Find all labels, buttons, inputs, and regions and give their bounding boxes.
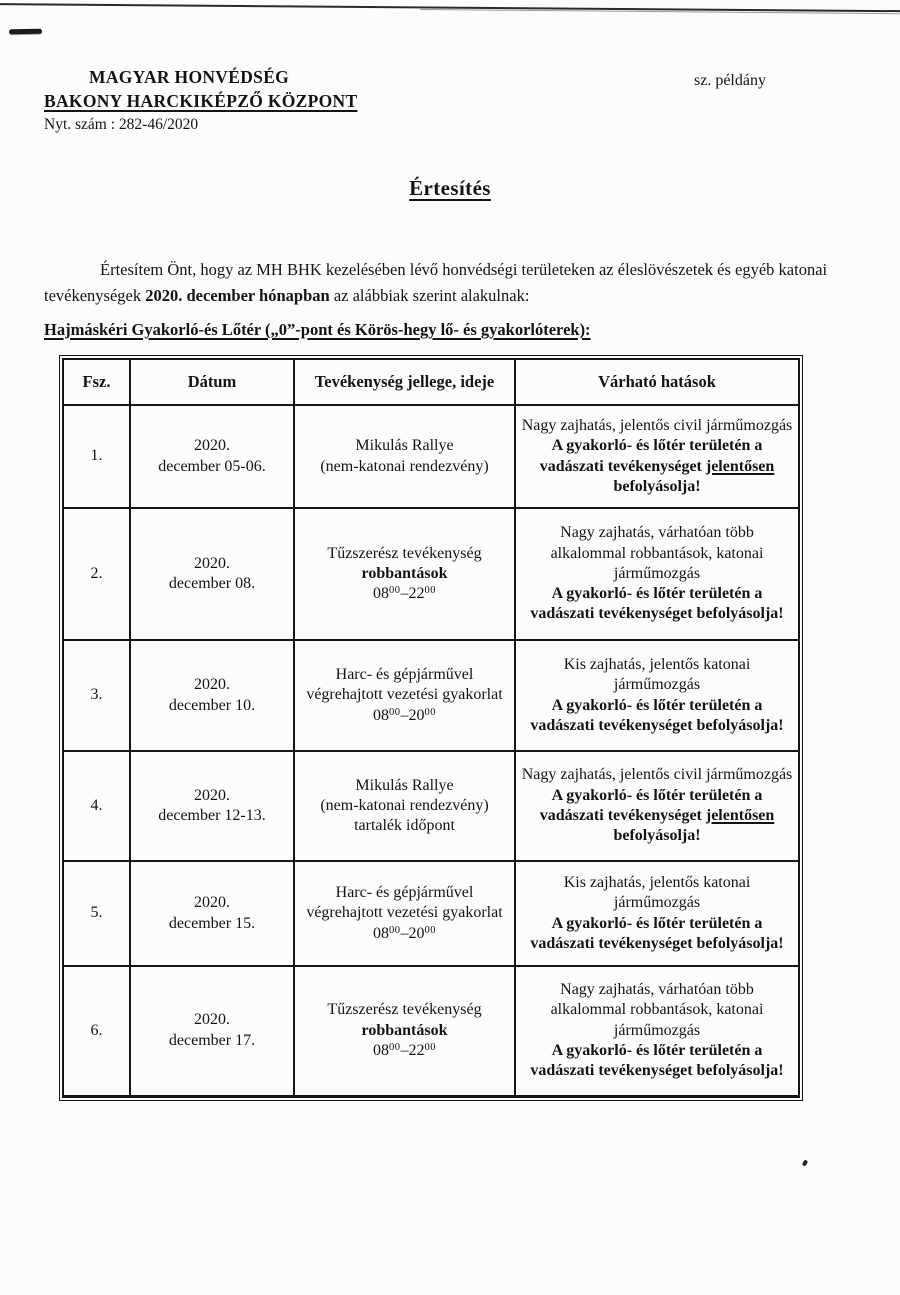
cell-line — [521, 980, 793, 1041]
cell-text-segment: (nem-katonai rendezvény) — [320, 457, 489, 475]
cell-text-segment: Nagy zajhatás, várhatóan több alkalommal robbantások, katonai járműmozgás — [550, 524, 764, 582]
cell-text-segment: 08 — [373, 585, 389, 603]
row-number-cell: 3. — [63, 640, 130, 751]
scan-artifact-staple-mark — [9, 29, 42, 35]
cell-text-segment: december 10. — [168, 696, 256, 714]
cell-line — [136, 914, 288, 934]
activity-cell — [294, 751, 515, 861]
cell-text-segment: A gyakorló- és lőtér területén a vadászati tevékenységet — [539, 437, 763, 475]
scan-artifact-top-line — [0, 3, 900, 12]
intro-text-bold-month: 2020. december hónapban — [145, 285, 330, 305]
intro-text-start: Értesítem Önt, hogy az MH BHK kezelésében lévő honvédségi területeken az éleslövészetek és egyéb katonai tevékenységek — [44, 259, 828, 305]
cell-text-segment: Kis zajhatás, jelentős katonai járműmozgás — [563, 655, 751, 694]
row-number-cell: 2. — [63, 508, 130, 640]
scan-artifact-ink-speck — [802, 1159, 808, 1166]
cell-text-segment: jelentősen — [705, 807, 775, 824]
activity-cell — [294, 640, 515, 751]
cell-line — [300, 457, 509, 477]
letterhead — [44, 66, 357, 136]
date-cell — [130, 751, 294, 861]
cell-text-segment: befolyásolja! — [613, 477, 701, 495]
cell-text-segment: 00 — [389, 924, 401, 936]
table-header-fsz: Fsz. — [63, 359, 130, 405]
cell-line — [300, 544, 509, 564]
cell-line — [136, 436, 288, 456]
cell-line — [521, 873, 793, 914]
cell-text-segment: A gyakorló- és lőtér területén a vadászati tevékenységet befolyásolja! — [530, 914, 784, 952]
cell-line — [300, 706, 509, 726]
cell-text-segment: 2020. — [194, 437, 230, 455]
intro-text-end: az alábbiak szerint alakulnak: — [329, 285, 530, 305]
table-body — [63, 405, 799, 1096]
cell-text-segment: Kis zajhatás, jelentős katonai járműmozgás — [563, 873, 751, 912]
date-cell — [130, 861, 294, 966]
table-header-effects: Várható hatások — [515, 359, 799, 405]
cell-text-segment: Nagy zajhatás, jelentős civil járműmozgás — [521, 416, 793, 434]
cell-line — [136, 696, 288, 716]
activity-cell — [294, 508, 515, 640]
row-number-cell: 5. — [63, 861, 130, 966]
cell-text-segment: A gyakorló- és lőtér területén a vadászati tevékenységet — [539, 786, 763, 824]
registry-number: Nyt. szám : 282-46/2020 — [44, 116, 199, 134]
row-number-cell: 6. — [63, 966, 130, 1096]
cell-line — [300, 883, 509, 924]
cell-line — [136, 893, 288, 913]
cell-text-segment: december 15. — [168, 914, 256, 932]
date-cell — [130, 508, 294, 640]
effects-cell — [515, 640, 799, 751]
cell-text-segment: 00 — [424, 1041, 436, 1053]
cell-line — [300, 665, 509, 706]
effects-cell — [515, 861, 799, 966]
cell-text-segment: Tűzszerész tevékenység — [327, 1001, 482, 1019]
date-cell — [130, 405, 294, 508]
cell-text-segment: december 08. — [168, 575, 256, 592]
cell-line — [300, 1000, 509, 1020]
table-row — [63, 751, 799, 861]
table-row — [63, 966, 799, 1096]
intro-paragraph — [44, 257, 838, 310]
cell-text-segment: Harc- és gépjárművel végrehajtott vezetési gyakorlat — [306, 666, 503, 704]
cell-text-segment: Mikulás Rallye — [355, 437, 454, 455]
cell-text-segment: –20 — [400, 706, 425, 724]
cell-text-segment: december 17. — [168, 1031, 256, 1049]
table-header-datum: Dátum — [130, 359, 294, 405]
cell-text-segment: 00 — [389, 706, 401, 718]
cell-text-segment: 00 — [424, 585, 436, 597]
cell-line — [521, 696, 793, 737]
cell-text-segment: –22 — [400, 1041, 425, 1059]
cell-text-segment: Nagy zajhatás, jelentős civil járműmozgás — [521, 766, 793, 784]
table-row — [63, 405, 799, 508]
cell-text-segment: A gyakorló- és lőtér területén a vadászati tevékenységet befolyásolja! — [530, 696, 784, 734]
cell-text-segment: jelentősen — [705, 457, 775, 475]
cell-line — [300, 584, 509, 604]
row-number-cell: 4. — [63, 751, 130, 861]
cell-text-segment: 2020. — [194, 676, 230, 694]
cell-text-segment: robbantások — [361, 564, 448, 582]
cell-text-segment: robbantások — [361, 1021, 448, 1039]
cell-line — [521, 584, 793, 625]
document-title-wrap — [0, 176, 900, 201]
cell-text-segment: tartalék időpont — [354, 817, 455, 835]
org-name-line2: BAKONY HARCKIKÉPZŐ KÖZPONT — [44, 90, 358, 111]
cell-line — [136, 786, 288, 806]
table-row — [63, 640, 799, 751]
cell-text-segment: A gyakorló- és lőtér területén a vadászati tevékenységet befolyásolja! — [530, 1041, 784, 1080]
cell-text-segment: 2020. — [194, 786, 230, 804]
cell-line — [521, 914, 793, 955]
table-header-row — [63, 359, 799, 405]
activities-table — [62, 358, 800, 1098]
document-title: Értesítés — [409, 176, 491, 200]
cell-text-segment: 2020. — [194, 554, 230, 572]
cell-text-segment: 00 — [424, 924, 436, 936]
effects-cell — [515, 966, 799, 1096]
cell-text-segment: december 05-06. — [158, 457, 266, 475]
org-name-line1: MAGYAR HONVÉDSÉG — [89, 67, 290, 87]
cell-line — [300, 1041, 509, 1061]
effects-cell — [515, 508, 799, 640]
cell-line — [136, 457, 288, 477]
effects-cell — [515, 751, 799, 861]
cell-text-segment: 00 — [389, 585, 401, 597]
cell-text-segment: Tűzszerész tevékenység — [327, 544, 482, 562]
cell-line — [136, 574, 288, 594]
cell-text-segment: A gyakorló- és lőtér területén a vadászati tevékenységet befolyásolja! — [530, 585, 784, 623]
table-row — [63, 508, 799, 640]
cell-line — [521, 523, 793, 584]
cell-line — [521, 436, 793, 497]
cell-text-segment: Nagy zajhatás, várhatóan több alkalommal robbantások, katonai járműmozgás — [550, 980, 764, 1039]
cell-text-segment: 08 — [373, 1041, 389, 1059]
cell-line — [136, 1010, 288, 1030]
cell-text-segment: befolyásolja! — [613, 827, 701, 845]
cell-line — [300, 816, 509, 836]
date-cell — [130, 966, 294, 1096]
date-cell — [130, 640, 294, 751]
cell-text-segment: (nem-katonai rendezvény) — [320, 796, 489, 814]
cell-line — [300, 1021, 509, 1041]
activity-cell — [294, 966, 515, 1096]
cell-line — [136, 675, 288, 695]
cell-line — [136, 1031, 288, 1051]
table-header-activity: Tevékenység jellege, ideje — [294, 359, 515, 405]
cell-line — [300, 796, 509, 816]
cell-text-segment: 08 — [373, 924, 389, 942]
cell-text-segment: 00 — [424, 706, 436, 718]
cell-text-segment: Harc- és gépjárművel végrehajtott vezetési gyakorlat — [306, 884, 503, 922]
cell-text-segment: 2020. — [194, 1011, 230, 1029]
cell-text-segment: Mikulás Rallye — [355, 776, 454, 794]
cell-text-segment: 2020. — [194, 894, 230, 912]
cell-text-segment: 00 — [389, 1041, 401, 1053]
section-heading: Hajmáskéri Gyakorló-és Lőtér („0”-pont és Körös-hegy lő- és gyakorlóterek): — [44, 320, 591, 339]
cell-text-segment: –20 — [400, 924, 425, 942]
cell-line — [300, 564, 509, 584]
cell-line — [300, 436, 509, 456]
activity-cell — [294, 405, 515, 508]
activity-cell — [294, 861, 515, 966]
table-row — [63, 861, 799, 966]
cell-text-segment: 08 — [373, 706, 389, 724]
cell-line — [521, 655, 793, 696]
cell-line — [521, 416, 793, 436]
row-number-cell: 1. — [63, 405, 130, 508]
cell-text-segment: december 12-13. — [158, 807, 266, 824]
effects-cell — [515, 405, 799, 508]
cell-line — [136, 806, 288, 826]
cell-line — [521, 765, 793, 785]
cell-line — [521, 786, 793, 847]
copy-number-label: sz. példány — [694, 72, 766, 89]
cell-line — [136, 554, 288, 574]
cell-line — [300, 776, 509, 796]
cell-text-segment: –22 — [400, 585, 425, 603]
cell-line — [521, 1041, 793, 1082]
cell-line — [300, 924, 509, 944]
